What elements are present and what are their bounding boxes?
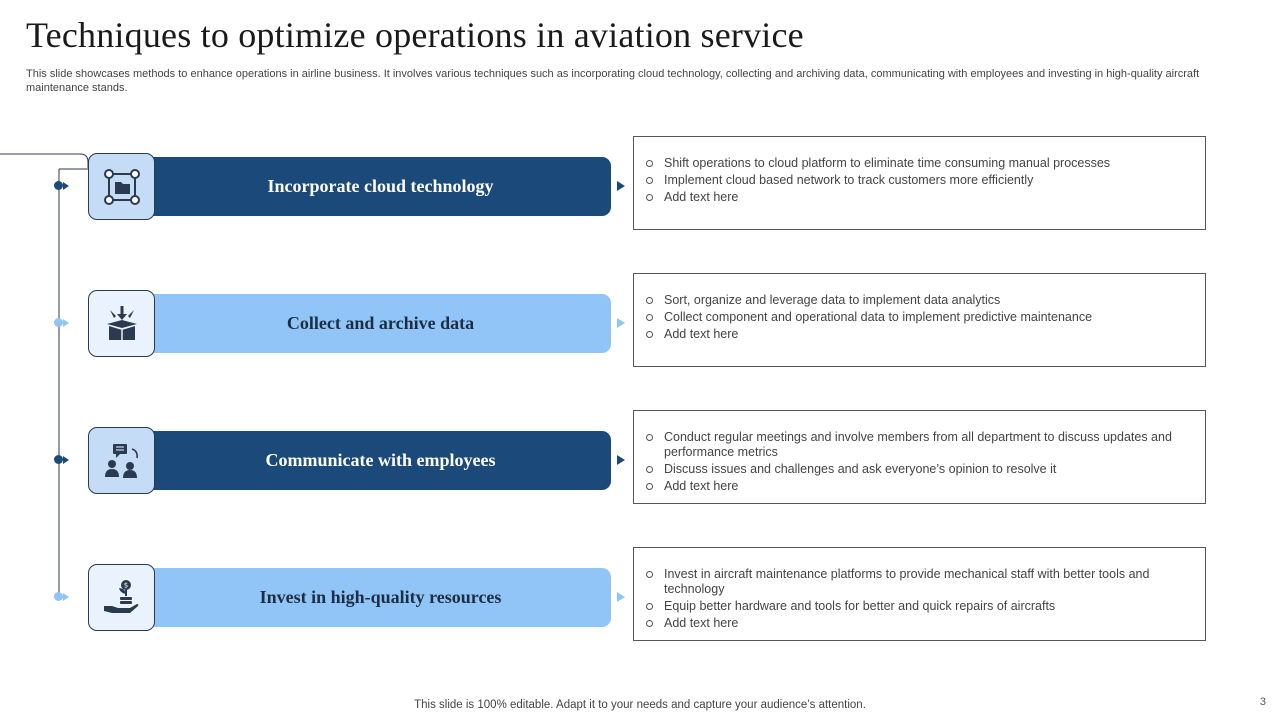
bullet-item: Shift operations to cloud platform to eliminate time consuming manual processes <box>646 156 1185 171</box>
timeline-dot <box>54 318 63 327</box>
arrow-right-icon <box>617 455 625 465</box>
slide-title: Techniques to optimize operations in aviation service <box>26 15 804 55</box>
timeline-chevron-icon <box>63 182 69 190</box>
technique-label: Invest in high-quality resources <box>150 568 611 627</box>
page-number: 3 <box>1259 696 1266 708</box>
bullet-item: Invest in aircraft maintenance platforms to provide mechanical staff with better tools and technology <box>646 567 1185 597</box>
technique-description <box>633 547 1206 641</box>
bullet-item: Equip better hardware and tools for better and quick repairs of aircrafts <box>646 599 1185 614</box>
technique-label: Communicate with employees <box>150 431 611 490</box>
cloud-network-icon <box>88 153 155 220</box>
technique-description <box>633 410 1206 504</box>
timeline-chevron-icon <box>63 319 69 327</box>
technique-row-data <box>0 290 1280 360</box>
timeline-dot <box>54 592 63 601</box>
technique-label: Collect and archive data <box>150 294 611 353</box>
investment-hand-icon <box>88 564 155 631</box>
technique-row-communicate <box>0 427 1280 497</box>
bullet-item: Discuss issues and challenges and ask everyone’s opinion to resolve it <box>646 462 1185 477</box>
bullet-item: Conduct regular meetings and involve members from all department to discuss updates and performance metrics <box>646 430 1185 460</box>
technique-row-invest <box>0 564 1280 634</box>
arrow-right-icon <box>617 181 625 191</box>
svg-text:$: $ <box>123 581 128 589</box>
technique-label: Incorporate cloud technology <box>150 157 611 216</box>
arrow-right-icon <box>617 592 625 602</box>
bullet-item: Implement cloud based network to track customers more efficiently <box>646 173 1185 188</box>
timeline-dot <box>54 181 63 190</box>
technique-row-cloud <box>0 153 1280 223</box>
team-communication-icon <box>88 427 155 494</box>
archive-box-icon <box>88 290 155 357</box>
bullet-item: Collect component and operational data to implement predictive maintenance <box>646 310 1185 325</box>
timeline-chevron-icon <box>63 456 69 464</box>
timeline-chevron-icon <box>63 593 69 601</box>
slide-footer: This slide is 100% editable. Adapt it to your needs and capture your audience’s attention. <box>414 699 866 711</box>
bullet-item: Add text here <box>646 190 1185 205</box>
bullet-item: Add text here <box>646 327 1185 342</box>
slide-subtitle: This slide showcases methods to enhance operations in airline business. It involves various techniques such as incorporating cloud technology, collecting and archiving data, communicating with employees and investing in high-quality aircraft maintenance stands. <box>26 68 1200 94</box>
bullet-item: Add text here <box>646 616 1185 631</box>
bullet-item: Sort, organize and leverage data to implement data analytics <box>646 293 1185 308</box>
timeline-dot <box>54 455 63 464</box>
technique-description <box>633 273 1206 367</box>
arrow-right-icon <box>617 318 625 328</box>
technique-description <box>633 136 1206 230</box>
bullet-item: Add text here <box>646 479 1185 494</box>
